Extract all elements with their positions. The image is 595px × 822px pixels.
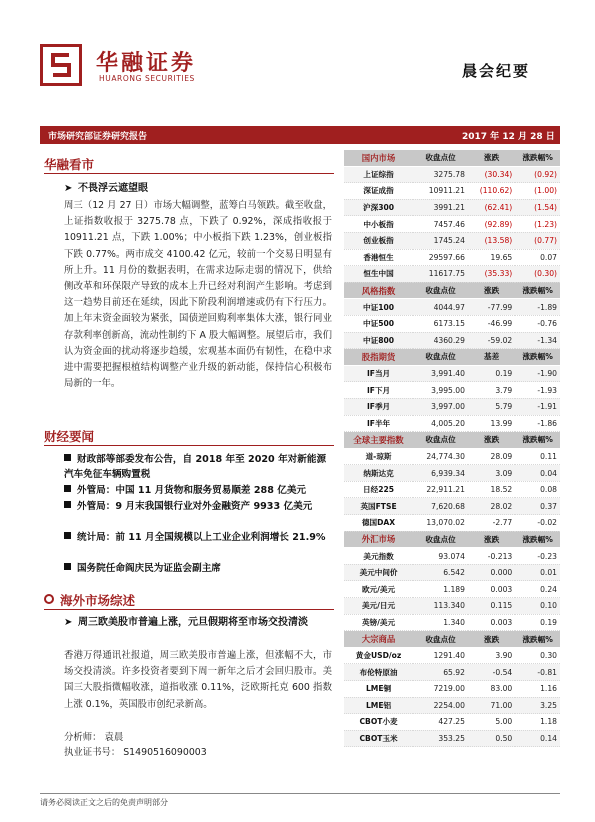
table-row <box>344 614 560 631</box>
column-header: 收盘点位 <box>413 432 468 449</box>
square-bullet-icon <box>64 454 71 461</box>
index-name-cell: 创业板指 <box>344 232 413 249</box>
hrsh-paragraph: 周三（12 月 27 日）市场大幅调整，蓝筹白马领跌。截至收盘，上证指数收报于 3275.78 点，下跌了 0.92%，深成指收报于 10911.21 点，下跌 1.00%；中小板指下跌 1.23%，创业板指下跌 0.77%。两市成交 4100.42 亿元，较前一个交易日明显有所上升。11 月份的数据表明，在需求边际走弱的情况下，供给侧改革和环保限产导致的成本上升已经对利润产生影响。考虑到这一趋势目前还在延续，因此下阶段利润增速或仍有下行压力。加上年末资金面较为紧张，国债逆回购利率集体大涨，银行同业存款利率创新高，流动性制约下 A 股大幅调整。展望后市，我们认为资金面的扰动将逐步趋缓，宏观基本面仍有韧性，在稳中求进中需要把握根植结构调整产业升级的新动能，保持信心积极布局新的一年。 <box>64 200 332 390</box>
value-cell: -59.02 <box>468 332 515 349</box>
value-cell: 71.00 <box>468 697 515 714</box>
column-header: 基差 <box>468 349 515 366</box>
value-cell: (13.58) <box>468 232 515 249</box>
value-cell: 6.542 <box>413 564 468 581</box>
hrsh-bullet <box>64 181 334 197</box>
news-item: 财政部等部委发布公告，自 2018 年至 2020 年对新能源汽车免征车辆购置税 <box>64 454 327 480</box>
value-cell: 93.074 <box>413 548 468 565</box>
value-cell: 0.01 <box>515 564 560 581</box>
index-name-cell: IF下月 <box>344 382 413 399</box>
value-cell: 19.65 <box>468 249 515 266</box>
value-cell: 29597.66 <box>413 249 468 266</box>
value-cell: -77.99 <box>468 299 515 316</box>
column-header: 涨跌幅% <box>515 150 560 166</box>
section-title-news: 财经要闻 <box>44 429 95 444</box>
value-cell: -1.90 <box>515 365 560 382</box>
value-cell: (1.00) <box>515 183 560 200</box>
footer-disclaimer: 请务必阅读正文之后的免责声明部分 <box>40 798 168 807</box>
table-row <box>344 232 560 249</box>
value-cell: (92.89) <box>468 216 515 233</box>
value-cell: 28.09 <box>468 448 515 465</box>
value-cell: -2.77 <box>468 515 515 532</box>
value-cell: (35.33) <box>468 266 515 283</box>
value-cell: 7219.00 <box>413 681 468 698</box>
section-label: 国内市场 <box>344 150 413 166</box>
value-cell: -0.54 <box>468 664 515 681</box>
value-cell: 0.19 <box>468 365 515 382</box>
value-cell: 3,991.40 <box>413 365 468 382</box>
value-cell: 3.79 <box>468 382 515 399</box>
table-row <box>344 714 560 731</box>
table-row <box>344 166 560 183</box>
index-name-cell: IF半年 <box>344 415 413 432</box>
index-name-cell: CBOT小麦 <box>344 714 413 731</box>
value-cell: 1.340 <box>413 614 468 631</box>
section-divider <box>44 609 334 610</box>
section-label: 大宗商品 <box>344 631 413 648</box>
index-name-cell: 道-琼斯 <box>344 448 413 465</box>
company-name: 华融证券 <box>96 51 197 76</box>
table-section-header <box>344 631 560 648</box>
index-name-cell: 恒生中国 <box>344 266 413 283</box>
value-cell: 1.189 <box>413 581 468 598</box>
index-name-cell: IF季月 <box>344 398 413 415</box>
section-label: 风格指数 <box>344 282 413 299</box>
overseas-bullet-text: 周三欧美股市普遍上涨，元旦假期将至市场交投清淡 <box>78 617 308 628</box>
company-name-en: HUARONG SECURITIES <box>99 74 195 83</box>
index-name-cell: IF当月 <box>344 365 413 382</box>
table-section-header <box>344 432 560 449</box>
table-row <box>344 647 560 664</box>
value-cell: (1.54) <box>515 199 560 216</box>
column-header: 涨跌 <box>468 282 515 299</box>
index-name-cell: 美元指数 <box>344 548 413 565</box>
news-item: 统计局：前 11 月全国规模以上工业企业利润增长 21.9% <box>64 530 332 545</box>
column-header: 涨跌 <box>468 631 515 648</box>
section-label: 全球主要指数 <box>344 432 413 449</box>
table-row <box>344 332 560 349</box>
value-cell: (30.34) <box>468 166 515 183</box>
document-title: 晨会纪要 <box>462 62 531 80</box>
value-cell: (0.77) <box>515 232 560 249</box>
table-row <box>344 598 560 615</box>
value-cell: 5.00 <box>468 714 515 731</box>
value-cell: 5.79 <box>468 398 515 415</box>
table-row <box>344 299 560 316</box>
hrsh-bullet-text: 不畏浮云遮望眼 <box>78 183 148 194</box>
table-section-header <box>344 349 560 366</box>
value-cell: 0.50 <box>468 730 515 747</box>
value-cell: 4360.29 <box>413 332 468 349</box>
index-name-cell: 中小板指 <box>344 216 413 233</box>
value-cell: 3275.78 <box>413 166 468 183</box>
value-cell: (1.23) <box>515 216 560 233</box>
section-label: 股指期货 <box>344 349 413 366</box>
value-cell: 0.10 <box>515 598 560 615</box>
footer-divider <box>40 793 560 794</box>
value-cell: 427.25 <box>413 714 468 731</box>
table-row <box>344 548 560 565</box>
section-label: 外汇市场 <box>344 531 413 548</box>
index-name-cell: 德国DAX <box>344 515 413 532</box>
table-row <box>344 664 560 681</box>
value-cell: 1.18 <box>515 714 560 731</box>
value-cell: 1.16 <box>515 681 560 698</box>
column-header: 涨跌 <box>468 432 515 449</box>
value-cell: 3.09 <box>468 465 515 482</box>
report-type: 市场研究部证券研究报告 <box>48 132 148 142</box>
value-cell: 0.19 <box>515 614 560 631</box>
value-cell: 83.00 <box>468 681 515 698</box>
analyst-license: 执业证书号： S1490516090003 <box>64 747 207 758</box>
table-row <box>344 199 560 216</box>
section-title-hrsh: 华融看市 <box>44 157 95 172</box>
index-name-cell: 日经225 <box>344 481 413 498</box>
table-row <box>344 515 560 532</box>
table-row <box>344 249 560 266</box>
value-cell: -0.23 <box>515 548 560 565</box>
column-header: 收盘点位 <box>413 349 468 366</box>
value-cell: -1.34 <box>515 332 560 349</box>
value-cell: 0.24 <box>515 581 560 598</box>
value-cell: 113.340 <box>413 598 468 615</box>
value-cell: 13,070.02 <box>413 515 468 532</box>
value-cell: 1745.24 <box>413 232 468 249</box>
table-row <box>344 382 560 399</box>
value-cell: 0.04 <box>515 465 560 482</box>
column-header: 收盘点位 <box>413 150 468 166</box>
value-cell: 1291.40 <box>413 647 468 664</box>
value-cell: -1.93 <box>515 382 560 399</box>
value-cell: 4044.97 <box>413 299 468 316</box>
value-cell: 65.92 <box>413 664 468 681</box>
market-data-table <box>344 150 560 747</box>
index-name-cell: 欧元/美元 <box>344 581 413 598</box>
value-cell: 6,939.34 <box>413 465 468 482</box>
column-header: 收盘点位 <box>413 631 468 648</box>
section-divider <box>44 445 334 446</box>
table-row <box>344 398 560 415</box>
value-cell: (0.92) <box>515 166 560 183</box>
company-logo <box>40 44 82 86</box>
value-cell: 4,005.20 <box>413 415 468 432</box>
value-cell: 10911.21 <box>413 183 468 200</box>
index-name-cell: 中证800 <box>344 332 413 349</box>
value-cell: -1.86 <box>515 415 560 432</box>
circle-bullet-icon <box>44 594 54 604</box>
table-row <box>344 681 560 698</box>
index-name-cell: LME铜 <box>344 681 413 698</box>
table-row <box>344 465 560 482</box>
column-header: 涨跌幅% <box>515 432 560 449</box>
value-cell: 2254.00 <box>413 697 468 714</box>
report-date: 2017 年 12 月 28 日 <box>462 132 555 142</box>
value-cell: 3,995.00 <box>413 382 468 399</box>
value-cell: 3991.21 <box>413 199 468 216</box>
column-header: 涨跌幅% <box>515 531 560 548</box>
arrow-bullet-icon: ➤ <box>64 183 73 194</box>
value-cell: (110.62) <box>468 183 515 200</box>
table-row <box>344 415 560 432</box>
index-name-cell: 中证500 <box>344 315 413 332</box>
index-name-cell: 纳斯达克 <box>344 465 413 482</box>
value-cell: 3,997.00 <box>413 398 468 415</box>
overseas-bullet <box>64 615 334 631</box>
news-item: 国务院任命阎庆民为证监会副主席 <box>64 561 332 576</box>
square-bullet-icon <box>64 532 71 539</box>
value-cell: 3.25 <box>515 697 560 714</box>
column-header: 涨跌幅% <box>515 349 560 366</box>
news-item: 外管局：中国 11 月货物和服务贸易顺差 288 亿美元 <box>64 483 332 498</box>
square-bullet-icon <box>64 485 71 492</box>
index-name-cell: 布伦特原油 <box>344 664 413 681</box>
news-item: 外管局：9 月末我国银行业对外金融资产 9933 亿美元 <box>64 499 332 514</box>
value-cell: 0.08 <box>515 481 560 498</box>
value-cell: 3.90 <box>468 647 515 664</box>
value-cell: 0.11 <box>515 448 560 465</box>
column-header: 收盘点位 <box>413 282 468 299</box>
value-cell: 353.25 <box>413 730 468 747</box>
section-divider <box>44 173 334 174</box>
arrow-bullet-icon: ➤ <box>64 617 73 628</box>
table-row <box>344 315 560 332</box>
value-cell: -46.99 <box>468 315 515 332</box>
square-bullet-icon <box>64 563 71 570</box>
value-cell: -0.76 <box>515 315 560 332</box>
column-header: 涨跌 <box>468 531 515 548</box>
value-cell: 0.07 <box>515 249 560 266</box>
table-row <box>344 266 560 283</box>
column-header: 涨跌 <box>468 150 515 166</box>
value-cell: 28.02 <box>468 498 515 515</box>
table-section-header <box>344 531 560 548</box>
value-cell: 24,774.30 <box>413 448 468 465</box>
value-cell: 7,620.68 <box>413 498 468 515</box>
table-row <box>344 581 560 598</box>
value-cell: 0.000 <box>468 564 515 581</box>
value-cell: 13.99 <box>468 415 515 432</box>
table-row <box>344 216 560 233</box>
index-name-cell: 英国FTSE <box>344 498 413 515</box>
value-cell: 0.30 <box>515 647 560 664</box>
index-name-cell: 深证成指 <box>344 183 413 200</box>
index-name-cell: 黄金USD/oz <box>344 647 413 664</box>
value-cell: (62.41) <box>468 199 515 216</box>
analyst-name: 分析师： 袁晨 <box>64 732 124 743</box>
value-cell: -0.02 <box>515 515 560 532</box>
table-row <box>344 448 560 465</box>
value-cell: -0.81 <box>515 664 560 681</box>
table-row <box>344 365 560 382</box>
value-cell: 0.003 <box>468 581 515 598</box>
value-cell: 6173.15 <box>413 315 468 332</box>
index-name-cell: 香港恒生 <box>344 249 413 266</box>
table-row <box>344 481 560 498</box>
index-name-cell: 上证综指 <box>344 166 413 183</box>
index-name-cell: 英镑/美元 <box>344 614 413 631</box>
table-row <box>344 730 560 747</box>
value-cell: -0.213 <box>468 548 515 565</box>
index-name-cell: CBOT玉米 <box>344 730 413 747</box>
overseas-paragraph: 香港万得通讯社报道，周三欧美股市普遍上涨，但涨幅不大，市场交投清淡。许多投资者要到下周一新年之后才会回归股市。美国三大股指微幅收涨，道指收涨 0.11%，泛欧斯托克 600 指数上涨 0.1%，英国股市创纪录新高。 <box>64 650 332 710</box>
value-cell: -1.89 <box>515 299 560 316</box>
value-cell: 0.37 <box>515 498 560 515</box>
value-cell: 22,911.21 <box>413 481 468 498</box>
column-header: 涨跌幅% <box>515 282 560 299</box>
index-name-cell: 美元中间价 <box>344 564 413 581</box>
index-name-cell: LME铝 <box>344 697 413 714</box>
column-header: 涨跌幅% <box>515 631 560 648</box>
table-section-header <box>344 150 560 166</box>
value-cell: 0.14 <box>515 730 560 747</box>
table-row <box>344 183 560 200</box>
table-row <box>344 564 560 581</box>
index-name-cell: 沪深300 <box>344 199 413 216</box>
table-row <box>344 697 560 714</box>
table-row <box>344 498 560 515</box>
value-cell: (0.30) <box>515 266 560 283</box>
index-name-cell: 中证100 <box>344 299 413 316</box>
value-cell: 0.115 <box>468 598 515 615</box>
index-name-cell: 美元/日元 <box>344 598 413 615</box>
value-cell: 11617.75 <box>413 266 468 283</box>
column-header: 收盘点位 <box>413 531 468 548</box>
value-cell: 18.52 <box>468 481 515 498</box>
value-cell: 0.003 <box>468 614 515 631</box>
square-bullet-icon <box>64 501 71 508</box>
table-section-header <box>344 282 560 299</box>
value-cell: 7457.46 <box>413 216 468 233</box>
value-cell: -1.91 <box>515 398 560 415</box>
section-title-overseas: 海外市场综述 <box>60 593 136 608</box>
